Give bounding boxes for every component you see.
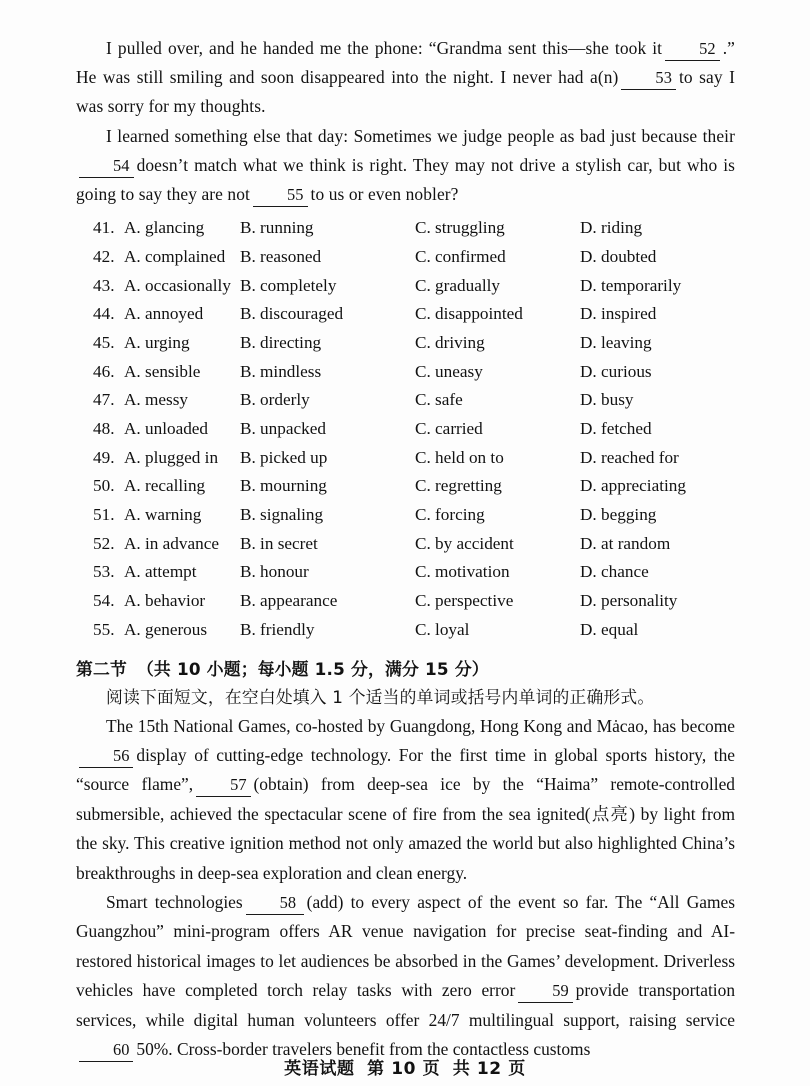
option-number: 43.: [93, 275, 115, 295]
option-choice-a[interactable]: A. generous: [124, 619, 208, 639]
option-row: [76, 476, 735, 505]
option-choice-b[interactable]: B. mindless: [240, 361, 322, 381]
cloze-blank-53[interactable]: 53: [621, 67, 676, 90]
option-choice-b[interactable]: B. reasoned: [240, 246, 322, 266]
option-number: 55.: [93, 619, 115, 639]
option-choice-d[interactable]: D. reached for: [580, 447, 679, 467]
s2-p1-text-c: (obtain) from deep-sea ice by the “Haima” remote-controlled submersible, achieved the spectacular scene of fire from the sea ignited(点亮) by light from the sky. This creative ignition method not only amazed the world but also highlighted China’s breakthroughs in deep-sea exploration and clean energy.: [76, 774, 735, 883]
option-choice-c[interactable]: C. regretting: [415, 476, 502, 496]
option-number: 54.: [93, 591, 115, 611]
section-2-paragraph-1: [76, 712, 735, 888]
option-choice-c[interactable]: C. struggling: [415, 218, 505, 238]
option-choice-c[interactable]: C. forcing: [415, 505, 485, 525]
option-choice-a[interactable]: A. urging: [124, 332, 190, 352]
option-number: 48.: [93, 419, 115, 439]
option-choice-c[interactable]: C. driving: [415, 332, 485, 352]
option-choice-c[interactable]: C. disappointed: [415, 304, 523, 324]
s2-p1-text-a: The 15th National Games, co-hosted by Guangdong, Hong Kong and Mȧcao, has become: [106, 715, 735, 736]
option-choice-b[interactable]: B. discouraged: [240, 304, 344, 324]
option-choice-d[interactable]: D. leaving: [580, 332, 652, 352]
cloze-blank-52[interactable]: 52: [665, 38, 720, 61]
passage-p2-text-a: I learned something else that day: Sometimes we judge people as bad just because their: [106, 125, 735, 146]
option-row: [76, 333, 735, 362]
option-choice-d[interactable]: D. personality: [580, 591, 678, 611]
s2-p2-text-a: Smart technologies: [106, 891, 243, 912]
option-number: 46.: [93, 361, 115, 381]
option-row: [76, 304, 735, 333]
passage-paragraph-1: [76, 34, 735, 122]
s2-p2-text-b: (add) to every aspect of the event so far. The “All Games Guangzhou” mini-program offers AR venue navigation for precise seat-finding and AI-restored historical images to let audiences be absorbed in the Games’ development. Driverless vehicles have completed torch relay tasks with zero error: [76, 891, 735, 1001]
option-choice-b[interactable]: B. picked up: [240, 447, 328, 467]
option-number: 41.: [93, 218, 115, 238]
option-choice-d[interactable]: D. curious: [580, 361, 652, 381]
option-choice-c[interactable]: C. confirmed: [415, 246, 506, 266]
option-choice-c[interactable]: C. carried: [415, 419, 483, 439]
option-choice-c[interactable]: C. motivation: [415, 562, 510, 582]
option-number: 52.: [93, 533, 115, 553]
option-choice-c[interactable]: C. by accident: [415, 533, 514, 553]
option-choice-b[interactable]: B. appearance: [240, 591, 338, 611]
option-number: 51.: [93, 505, 115, 525]
option-number: 49.: [93, 447, 115, 467]
option-choice-a[interactable]: A. plugged in: [124, 447, 219, 467]
option-choice-b[interactable]: B. friendly: [240, 619, 315, 639]
page-content: [76, 34, 735, 1064]
option-choice-c[interactable]: C. safe: [415, 390, 463, 410]
passage-p2-text-b: doesn’t match what we think is right. They may not drive a stylish car, but who is going to say they are not: [76, 154, 735, 205]
option-number: 45.: [93, 332, 115, 352]
option-choice-a[interactable]: A. complained: [124, 246, 226, 266]
option-row: [76, 247, 735, 276]
option-choice-c[interactable]: C. gradually: [415, 275, 500, 295]
option-choice-a[interactable]: A. annoyed: [124, 304, 204, 324]
option-choice-b[interactable]: B. in secret: [240, 533, 318, 553]
option-row: [76, 448, 735, 477]
passage-paragraph-2: [76, 122, 735, 210]
s2-p2-text-d: 50%. Cross-border travelers benefit from the contactless customs: [136, 1039, 591, 1059]
option-choice-b[interactable]: B. mourning: [240, 476, 327, 496]
option-choice-d[interactable]: D. at random: [580, 533, 671, 553]
option-choice-a[interactable]: A. recalling: [124, 476, 206, 496]
fill-blank-56[interactable]: 56: [79, 745, 133, 768]
option-choice-d[interactable]: D. temporarily: [580, 275, 682, 295]
option-row: [76, 362, 735, 391]
option-choice-a[interactable]: A. occasionally: [124, 275, 231, 295]
option-row: [76, 591, 735, 620]
fill-blank-58[interactable]: 58: [246, 892, 304, 915]
option-choice-d[interactable]: D. doubted: [580, 246, 657, 266]
option-row: [76, 562, 735, 591]
option-choice-a[interactable]: A. sensible: [124, 361, 201, 381]
footer-page-number: 第 10 页: [367, 1059, 441, 1079]
option-choice-a[interactable]: A. warning: [124, 505, 202, 525]
option-row: [76, 390, 735, 419]
option-choice-d[interactable]: D. fetched: [580, 419, 652, 439]
option-choice-b[interactable]: B. signaling: [240, 505, 324, 525]
section-2-heading: [76, 655, 735, 683]
option-choice-b[interactable]: B. running: [240, 218, 314, 238]
section-2-label: 第二节: [76, 658, 127, 679]
passage-p2-text-c: to us or even nobler?: [310, 184, 459, 205]
option-choice-a[interactable]: A. attempt: [124, 562, 197, 582]
option-choice-d[interactable]: D. appreciating: [580, 476, 686, 496]
option-choice-c[interactable]: C. held on to: [415, 447, 504, 467]
option-choice-d[interactable]: D. inspired: [580, 304, 657, 324]
option-choice-c[interactable]: C. perspective: [415, 591, 514, 611]
s2-p2-text-c: provide transportation services, while digital human volunteers offer 24/7 multilingual support, raising service: [76, 980, 736, 1030]
option-row: [76, 419, 735, 448]
option-row: [76, 505, 735, 534]
option-choice-d[interactable]: D. riding: [580, 218, 643, 238]
option-number: 44.: [93, 304, 115, 324]
option-choice-d[interactable]: D. busy: [580, 390, 634, 410]
page-footer: [0, 1054, 810, 1079]
option-choice-a[interactable]: A. messy: [124, 390, 188, 410]
option-choice-a[interactable]: A. in advance: [124, 533, 219, 553]
option-row: [76, 218, 735, 247]
footer-subject: 英语试题: [284, 1059, 355, 1079]
option-number: 42.: [93, 246, 115, 266]
fill-blank-60[interactable]: 60: [79, 1039, 133, 1062]
option-choice-d[interactable]: D. chance: [580, 562, 649, 582]
option-choice-b[interactable]: B. orderly: [240, 390, 310, 410]
fill-blank-57[interactable]: 57: [196, 774, 250, 797]
section-2-paragraph-2: [76, 888, 735, 1064]
option-choice-b[interactable]: B. unpacked: [240, 419, 326, 439]
option-choice-b[interactable]: B. completely: [240, 275, 337, 295]
option-choice-d[interactable]: D. equal: [580, 619, 639, 639]
option-row: [76, 276, 735, 305]
passage-p1-text-b: .” He was still smiling and soon disappeared into the night. I never had a(n): [76, 38, 735, 88]
option-row: [76, 534, 735, 563]
option-choice-a[interactable]: A. unloaded: [124, 419, 209, 439]
option-row: [76, 620, 735, 649]
section-2-instruction: 阅读下面短文，在空白处填入 1 个适当的单词或括号内单词的正确形式。: [106, 686, 655, 707]
cloze-blank-54[interactable]: 54: [79, 155, 134, 178]
s2-p1-text-b: display of cutting-edge technology. For the first time in global sports history, the “source flame”,: [76, 744, 735, 795]
section-2-score-info: （共 10 小题；每小题 1.5 分，满分 15 分）: [136, 658, 489, 679]
option-choice-d[interactable]: D. begging: [580, 505, 657, 525]
option-choice-a[interactable]: A. behavior: [124, 591, 206, 611]
option-choice-c[interactable]: C. uneasy: [415, 361, 483, 381]
footer-total-pages: 共 12 页: [452, 1059, 526, 1079]
cloze-blank-55[interactable]: 55: [253, 184, 308, 207]
option-choice-a[interactable]: A. glancing: [124, 218, 205, 238]
option-choice-b[interactable]: B. directing: [240, 332, 322, 352]
passage-p1-text-a: I pulled over, and he handed me the phone: “Grandma sent this—she took it: [106, 38, 663, 58]
cloze-options-list: [76, 218, 735, 648]
passage-p1-text-c: to say I was sorry for my thoughts.: [76, 67, 735, 117]
option-number: 50.: [93, 476, 115, 496]
option-number: 53.: [93, 562, 115, 582]
option-choice-c[interactable]: C. loyal: [415, 619, 470, 639]
option-choice-b[interactable]: B. honour: [240, 562, 309, 582]
fill-blank-59[interactable]: 59: [518, 980, 572, 1003]
option-number: 47.: [93, 390, 115, 410]
